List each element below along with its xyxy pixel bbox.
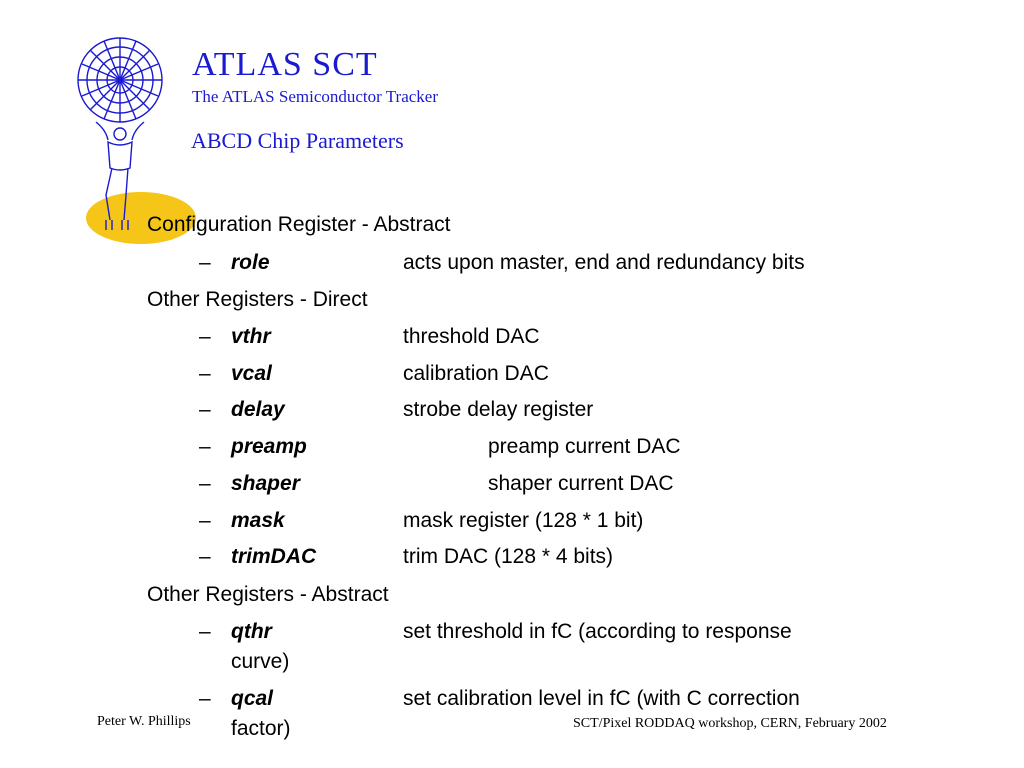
dash: – bbox=[199, 545, 211, 568]
item-description: set calibration level in fC (with C correction bbox=[403, 687, 800, 710]
item-description-continuation: curve) bbox=[231, 650, 290, 673]
item-term: delay bbox=[231, 398, 285, 421]
section-heading: Other Registers - Direct bbox=[147, 288, 368, 311]
item-term: qthr bbox=[231, 620, 272, 643]
item-description: acts upon master, end and redundancy bits bbox=[403, 251, 805, 274]
footer-event: SCT/Pixel RODDAQ workshop, CERN, February 2002 bbox=[573, 716, 887, 731]
dash: – bbox=[199, 472, 211, 495]
brand-title: ATLAS SCT bbox=[192, 46, 378, 83]
footer-author: Peter W. Phillips bbox=[97, 714, 191, 729]
section-heading: Other Registers - Abstract bbox=[147, 583, 389, 606]
item-description: shaper current DAC bbox=[488, 472, 674, 495]
item-term: qcal bbox=[231, 687, 274, 710]
item-description: calibration DAC bbox=[403, 362, 549, 385]
item-description: strobe delay register bbox=[403, 398, 594, 421]
dash: – bbox=[199, 362, 211, 385]
item-description: threshold DAC bbox=[403, 325, 540, 348]
dash: – bbox=[199, 509, 211, 532]
dash: – bbox=[199, 620, 211, 643]
item-term: trimDAC bbox=[231, 545, 317, 568]
dash: – bbox=[199, 435, 211, 458]
item-description: mask register (128 * 1 bit) bbox=[403, 509, 644, 532]
dash: – bbox=[199, 398, 211, 421]
item-term: vcal bbox=[231, 362, 272, 385]
item-term: mask bbox=[231, 509, 285, 532]
item-term: role bbox=[231, 251, 270, 274]
section-heading: Configuration Register - Abstract bbox=[147, 213, 451, 236]
item-term: preamp bbox=[231, 435, 307, 458]
dash: – bbox=[199, 325, 211, 348]
dash: – bbox=[199, 687, 211, 710]
item-term: shaper bbox=[231, 472, 300, 495]
item-description: preamp current DAC bbox=[488, 435, 681, 458]
item-description: trim DAC (128 * 4 bits) bbox=[403, 545, 614, 568]
item-description: set threshold in fC (according to response bbox=[403, 620, 792, 643]
slide-title: ABCD Chip Parameters bbox=[191, 128, 404, 153]
dash: – bbox=[199, 251, 211, 274]
brand-subtitle: The ATLAS Semiconductor Tracker bbox=[192, 87, 438, 106]
item-term: vthr bbox=[231, 325, 271, 348]
item-description-continuation: factor) bbox=[231, 717, 291, 740]
